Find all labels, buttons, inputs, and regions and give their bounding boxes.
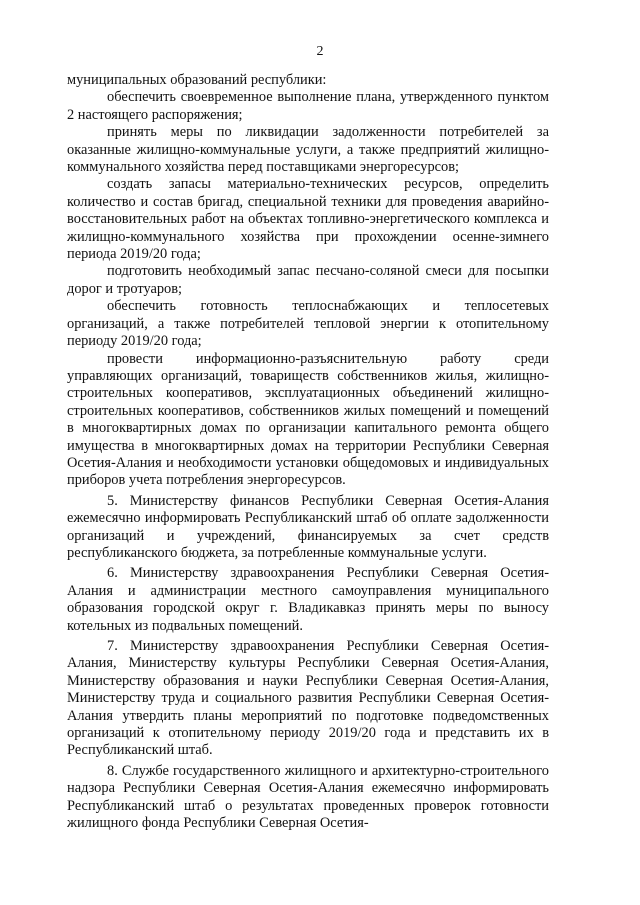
paragraph-item-8: 8. Службе государственного жилищного и архитектурно-строительного надзора Республики Северная Осетия-Алания ежемесячно информировать Республиканский штаб о результатах проведенных проверок готовности жилищного фонда Республики Северная Осетия- [67, 762, 549, 832]
paragraph-item-5: 5. Министерству финансов Республики Северная Осетия-Алания ежемесячно информировать Республиканский штаб об оплате задолженности организаций и учреждений, финансируемых за счет средств республиканского бюджета, за потребленные коммунальные услуги. [67, 492, 549, 561]
paragraph-heat-readiness: обеспечить готовность теплоснабжающих и теплосетевых организаций, а также потребителей тепловой энергии к отопительному периоду 2019/20 года; [67, 298, 549, 350]
paragraph-sand-salt-mixture: подготовить необходимый запас песчано-соляной смеси для посыпки дорог и тротуаров; [67, 263, 549, 297]
page-number: 2 [316, 44, 324, 59]
document-body [67, 72, 549, 832]
paragraph-debt-liquidation: принять меры по ликвидации задолженности потребителей за оказанные жилищно-коммунальные услуги, а также предприятий жилищно-коммунального хозяйства перед поставщиками энергоресурсов; [67, 124, 549, 176]
paragraph-plan-execution: обеспечить своевременное выполнение плана, утвержденного пунктом 2 настоящего распоряжения; [67, 89, 549, 123]
paragraph-item-6: 6. Министерству здравоохранения Республики Северная Осетия-Алания и администрации местного самоуправления муниципального образования городской округ г. Владикавказ принять меры по выносу котельных из подвальных помещений. [67, 565, 549, 634]
paragraph-information-work: провести информационно-разъяснительную работу среди управляющих организаций, товариществ собственников жилья, жилищно-строительных кооперативов, эксплуатационных объединений жилищно-строительных кооперативов, собственников жилых помещений и помещений в многоквартирных домах по организации капитального ремонта общего имущества в многоквартирных домах на территории Республики Северная Осетия-Алания и необходимости установки общедомовых и индивидуальных приборов учета потребления энергоресурсов. [67, 350, 549, 489]
paragraph-item-7: 7. Министерству здравоохранения Республики Северная Осетия-Алания, Министерству культуры Республики Северная Осетия-Алания, Министерству образования и науки Республики Северная Осетия-Алания, Министерству труда и социального развития Республики Северная Осетия-Алания утвердить планы мероприятий по подготовке подведомственных организаций к отопительному периоду 2019/20 года и представить их в Республиканский штаб. [67, 638, 549, 759]
paragraph-municipal-intro: муниципальных образований республики: [67, 72, 327, 88]
paragraph-material-reserves: создать запасы материально-технических ресурсов, определить количество и состав бригад, специальной техники для проведения аварийно-восстановительных работ на объектах топливно-энергетического комплекса и жилищно-коммунального хозяйства при прохождении осенне-зимнего периода 2019/20 года; [67, 176, 549, 263]
